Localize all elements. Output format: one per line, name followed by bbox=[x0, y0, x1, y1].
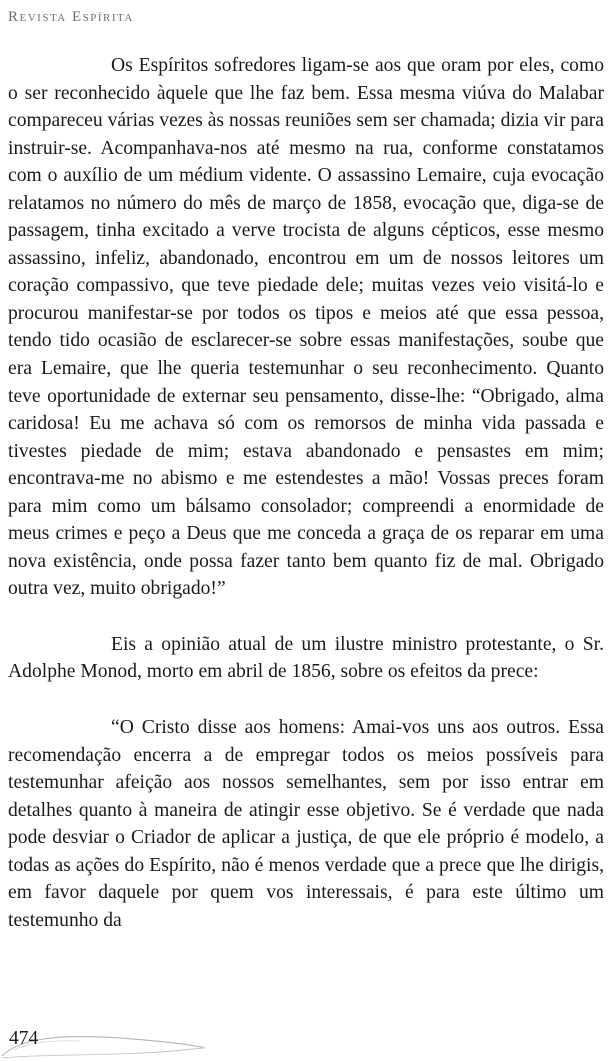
page-number: 474 bbox=[9, 1028, 39, 1049]
paragraph-lemaire: Os Espíritos sofredores ligam-se aos que oram por eles, como o ser reconhecido àquele que lhe faz bem. Essa mesma viúva do Malabar compareceu várias vezes às nossas reuniões sem ser chamada; dizia vir para instruir-se. Acompanhava-nos até mesmo na rua, conforme constatamos com o auxílio de um médium vidente. O assassino Lemaire, cuja evocação relatamos no número do mês de março de 1858, evocação que, diga-se de passagem, tinha excitado a verve trocista de alguns cépticos, esse mesmo assassino, infeliz, abandonado, encontrou em um de nossos leitores um coração compassivo, que teve piedade dele; muitas vezes veio visitá-lo e procurou manifestar-se por todos os tipos e meios até que essa pessoa, tendo tido ocasião de esclarecer-se sobre essas manifestações, soube que era Lemaire, que lhe queria testemunhar o seu reconhecimento. Quanto teve oportunidade de externar seu pensamento, disse-lhe: “Obrigado, alma caridosa! Eu me achava só com os remorsos de minha vida passada e tivestes piedade de mim; estava abandonado e pensastes em mim; encontrava-me no abismo e me estendestes a mão! Vossas preces foram para mim como um bálsamo consolador; compreendi a enormidade de meus crimes e peço a Deus que me conceda a graça de os reparar em uma nova existência, onde possa fazer tanto bem quanto fiz de mal. Obrigado outra vez, muito obrigado!” bbox=[8, 55, 604, 600]
paragraph-monod-quote: “O Cristo disse aos homens: Amai-vos uns aos outros. Essa recomendação encerra a de empregar todos os meios possíveis para testemunhar afeição aos nossos semelhantes, sem por isso entrar em detalhes quanto à maneira de atingir esse objetivo. Se é verdade que nada pode desviar o Criador de aplicar a justiça, de que ele próprio é modelo, a todas as ações do Espírito, não é menos verdade que a prece que lhe dirigis, em favor daquele por quem vos interessais, é para este último um testemunho da bbox=[8, 717, 604, 931]
running-head: Revista Espírita bbox=[8, 9, 134, 25]
body-text bbox=[8, 52, 604, 934]
paragraph-monod-intro: Eis a opinião atual de um ilustre ministro protestante, o Sr. Adolphe Monod, morto em abril de 1856, sobre os efeitos da prece: bbox=[8, 633, 604, 683]
